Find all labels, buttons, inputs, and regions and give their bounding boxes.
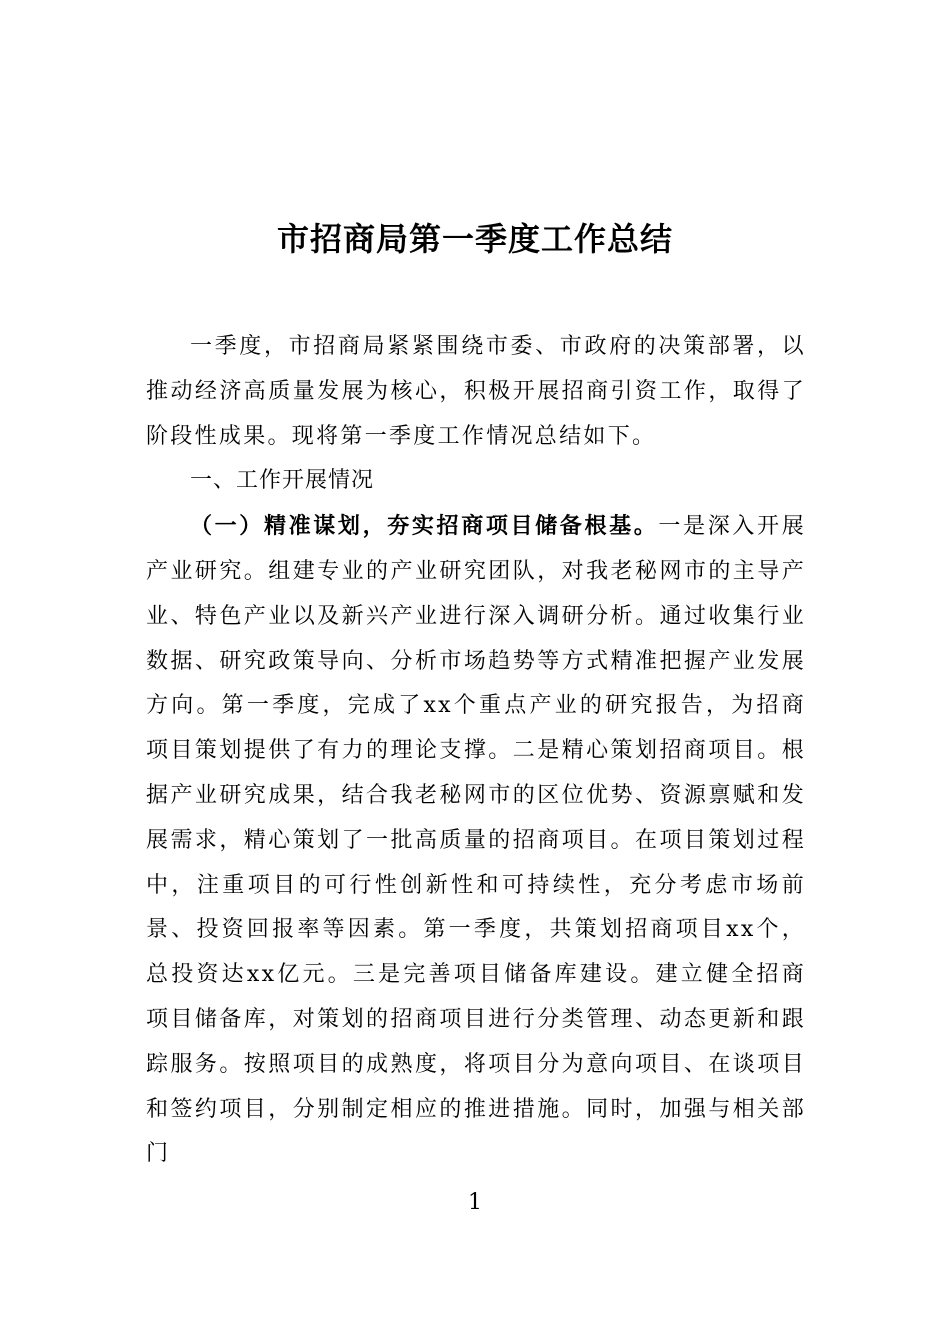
intro-paragraph: 一季度，市招商局紧紧围绕市委、市政府的决策部署，以推动经济高质量发展为核心，积极开展招商引资工作，取得了阶段性成果。现将第一季度工作情况总结如下。 [146,334,806,449]
document-title: 市招商局第一季度工作总结 [276,220,673,259]
subsection-lead: （一）精准谋划，夯实招商项目储备根基。 [190,513,659,540]
section-heading: 一、工作开展情况 [190,468,375,494]
subsection-text: 一是深入开展产业研究。组建专业的产业研究团队，对我老秘网市的主导产业、特色产业以及新兴产业进行深入调研分析。通过收集行业数据、研究政策导向、分析市场趋势等方式精准把握产业发展方向。第一季度，完成了xx个重点产业的研究报告，为招商项目策划提供了有力的理论支撑。二是精心策划招商项目。根据产业研究成果，结合我老秘网市的区位优势、资源禀赋和发展需求，精心策划了一批高质量的招商项目。在项目策划过程中，注重项目的可行性创新性和可持续性，充分考虑市场前景、投资回报率等因素。第一季度，共策划招商项目xx个，总投资达xx亿元。三是完善项目储备库建设。建立健全招商项目储备库，对策划的招商项目进行分类管理、动态更新和跟踪服务。按照项目的成熟度，将项目分为意向项目、在谈项目和签约项目，分别制定相应的推进措施。同时，加强与相关部门 [146,514,806,1167]
subsection-paragraph [146,504,806,1177]
page-number: 1 [468,1190,482,1215]
document-body [146,325,806,1177]
